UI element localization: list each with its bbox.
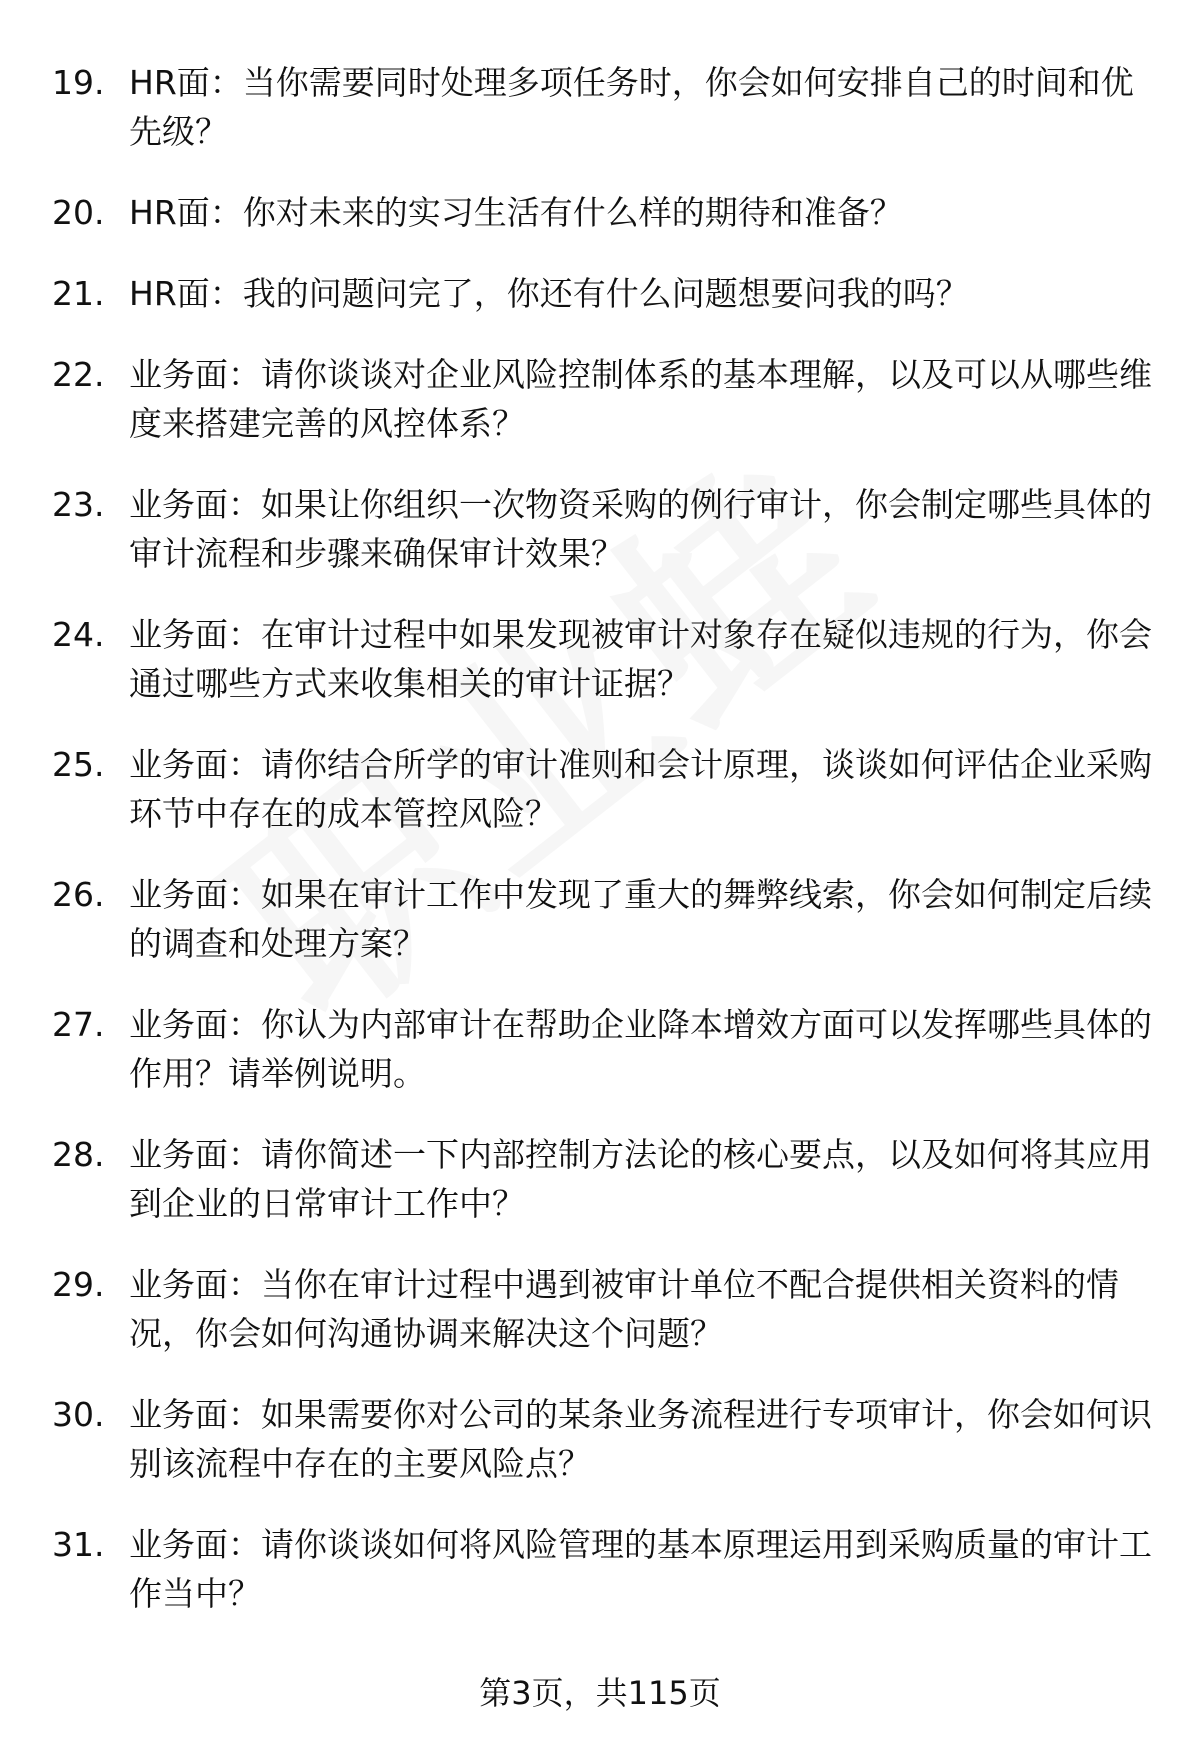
question-item-25 bbox=[52, 740, 1160, 838]
question-text: 业务面：请你谈谈对企业风险控制体系的基本理解，以及可以从哪些维度来搭建完善的风控体系？ bbox=[129, 355, 1152, 443]
question-number: 31. bbox=[52, 1525, 105, 1564]
question-number: 19. bbox=[52, 63, 105, 102]
question-item-31 bbox=[52, 1520, 1160, 1618]
question-number: 22. bbox=[52, 355, 105, 394]
question-number: 29. bbox=[52, 1265, 105, 1304]
question-item-24 bbox=[52, 610, 1160, 708]
question-text: HR面：当你需要同时处理多项任务时，你会如何安排自己的时间和优先级？ bbox=[129, 63, 1134, 151]
question-text: 业务面：如果需要你对公司的某条业务流程进行专项审计，你会如何识别该流程中存在的主要风险点？ bbox=[129, 1395, 1152, 1483]
question-text: 业务面：请你简述一下内部控制方法论的核心要点，以及如何将其应用到企业的日常审计工作中？ bbox=[129, 1135, 1152, 1223]
question-item-20 bbox=[52, 188, 1160, 237]
question-item-23 bbox=[52, 480, 1160, 578]
question-number: 20. bbox=[52, 193, 105, 232]
question-item-28 bbox=[52, 1130, 1160, 1228]
question-item-30 bbox=[52, 1390, 1160, 1488]
question-text: 业务面：请你谈谈如何将风险管理的基本原理运用到采购质量的审计工作当中？ bbox=[129, 1525, 1152, 1613]
question-number: 23. bbox=[52, 485, 105, 524]
page-number-footer: 第3页，共115页 bbox=[479, 1674, 721, 1712]
question-item-29 bbox=[52, 1260, 1160, 1358]
question-list bbox=[52, 58, 1160, 1650]
question-item-27 bbox=[52, 1000, 1160, 1098]
question-number: 28. bbox=[52, 1135, 105, 1174]
question-text: 业务面：如果让你组织一次物资采购的例行审计，你会制定哪些具体的审计流程和步骤来确保审计效果？ bbox=[129, 485, 1152, 573]
question-text: 业务面：你认为内部审计在帮助企业降本增效方面可以发挥哪些具体的作用？请举例说明。 bbox=[129, 1005, 1152, 1093]
question-number: 27. bbox=[52, 1005, 105, 1044]
question-item-26 bbox=[52, 870, 1160, 968]
question-number: 30. bbox=[52, 1395, 105, 1434]
question-item-19 bbox=[52, 58, 1160, 156]
question-number: 26. bbox=[52, 875, 105, 914]
question-item-22 bbox=[52, 350, 1160, 448]
question-text: 业务面：如果在审计工作中发现了重大的舞弊线索，你会如何制定后续的调查和处理方案？ bbox=[129, 875, 1152, 963]
question-text: 业务面：请你结合所学的审计准则和会计原理，谈谈如何评估企业采购环节中存在的成本管控风险？ bbox=[129, 745, 1152, 833]
question-text: 业务面：当你在审计过程中遇到被审计单位不配合提供相关资料的情况，你会如何沟通协调来解决这个问题？ bbox=[129, 1265, 1119, 1353]
question-number: 21. bbox=[52, 274, 105, 313]
question-item-21 bbox=[52, 269, 1160, 318]
question-text: HR面：我的问题问完了，你还有什么问题想要问我的吗？ bbox=[129, 274, 969, 313]
question-number: 24. bbox=[52, 615, 105, 654]
question-text: 业务面：在审计过程中如果发现被审计对象存在疑似违规的行为，你会通过哪些方式来收集相关的审计证据？ bbox=[129, 615, 1152, 703]
question-text: HR面：你对未来的实习生活有什么样的期待和准备？ bbox=[129, 193, 903, 232]
question-number: 25. bbox=[52, 745, 105, 784]
